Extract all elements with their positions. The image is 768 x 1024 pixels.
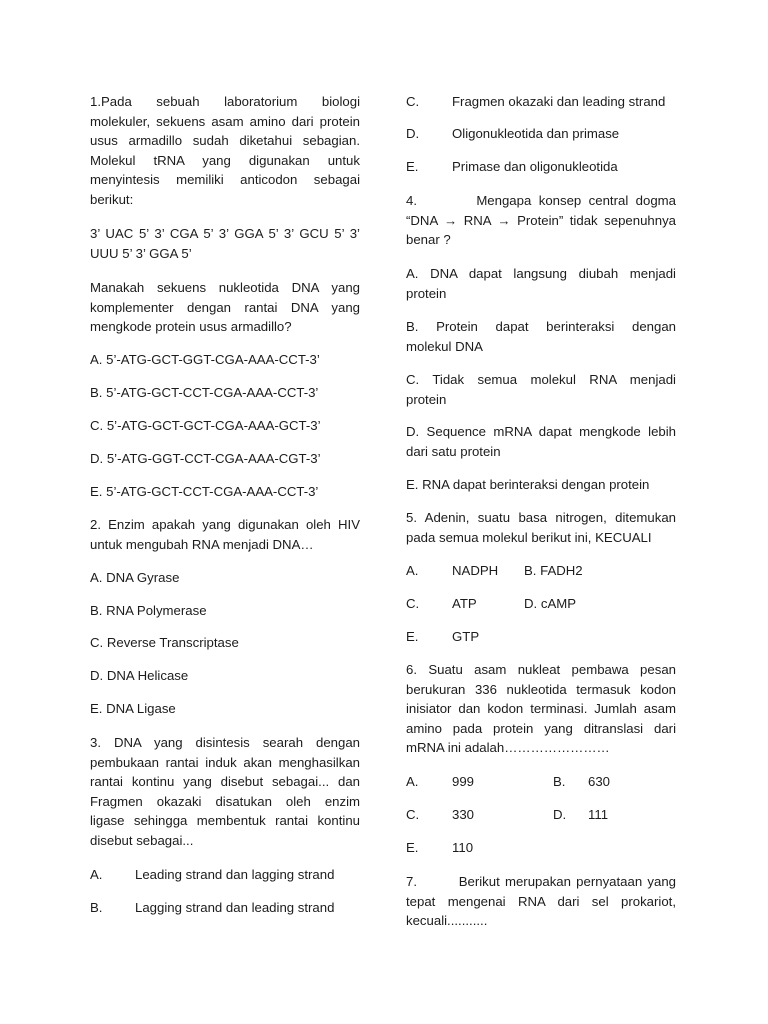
- question-2-stem: [90, 515, 360, 554]
- text-line: 2. Enzim apakah yang digunakan oleh HIV: [90, 517, 360, 532]
- option-text[interactable]: 111: [588, 807, 609, 822]
- option-text[interactable]: GTP: [452, 629, 480, 644]
- text-line: UUU 5’ 3’ GGA 5’: [90, 245, 192, 261]
- q1-option-e[interactable]: E. 5’-ATG-GCT-CCT-CGA-AAA-CCT-3’: [90, 484, 319, 499]
- option-letter[interactable]: B.: [553, 774, 566, 789]
- text-line: 4. Mengapa konsep central dogma: [406, 193, 676, 208]
- q1-option-b[interactable]: B. 5’-ATG-GCT-CCT-CGA-AAA-CCT-3’: [90, 385, 319, 400]
- option-text[interactable]: 330: [452, 807, 475, 822]
- option-text: Fragmen okazaki dan leading strand: [452, 94, 666, 109]
- option-letter: C.: [406, 94, 420, 109]
- option-letter: A.: [90, 867, 103, 882]
- option-text[interactable]: NADPH: [452, 563, 499, 578]
- text-line: Molekul tRNA yang digunakan untuk: [90, 152, 360, 168]
- q2-option-d[interactable]: D. DNA Helicase: [90, 668, 189, 683]
- option-letter[interactable]: A.: [406, 774, 419, 789]
- text-line: B. Protein dapat berinteraksi dengan: [406, 319, 676, 334]
- text-line: ligase sehingga membentuk rantai kontinu: [90, 813, 360, 829]
- q2-option-e[interactable]: E. DNA Ligase: [90, 701, 176, 716]
- option-letter: E.: [406, 159, 419, 174]
- text-line: inisiator dan kodon terminasi. Jumlah asam: [406, 701, 676, 717]
- option-letter[interactable]: E.: [406, 629, 419, 644]
- option-letter[interactable]: C.: [406, 807, 420, 822]
- text-line: dari satu protein: [406, 443, 501, 459]
- text-line: tepat mengenai RNA dari sel prokariot,: [406, 893, 676, 909]
- option-text[interactable]: 110: [452, 840, 474, 855]
- option-text[interactable]: ATP: [452, 596, 477, 611]
- q1-option-c[interactable]: C. 5’-ATG-GCT-GCT-CGA-AAA-GCT-3’: [90, 418, 321, 433]
- question-1-anticodons: [90, 224, 360, 263]
- text-line: 1.Pada sebuah laboratorium biologi: [90, 94, 360, 109]
- text-line: disebut sebagai...: [90, 832, 194, 848]
- text-line: pada semua molekul berikut ini, KECUALI: [406, 529, 652, 545]
- text-line: molekul DNA: [406, 338, 483, 354]
- text-line: berikut:: [90, 191, 134, 207]
- text-line: A. DNA dapat langsung diubah menjadi: [406, 266, 676, 281]
- question-1-stem: [90, 92, 360, 210]
- option-letter[interactable]: D.: [553, 807, 567, 822]
- text-line: D. Sequence mRNA dapat mengkode lebih: [406, 424, 676, 439]
- question-4-stem: [406, 191, 676, 250]
- text-line: pembukaan rantai induk akan menghasilkan: [90, 754, 360, 770]
- option-letter[interactable]: C.: [406, 596, 420, 611]
- text-line: Fragmen okazaki disatukan oleh enzim: [90, 793, 360, 809]
- q4-option-e[interactable]: E. RNA dapat berinteraksi dengan protein: [406, 477, 650, 492]
- option-text: Lagging strand dan leading strand: [135, 900, 335, 915]
- option-letter[interactable]: E.: [406, 840, 419, 855]
- option-letter: B.: [90, 900, 103, 915]
- text-line: 6. Suatu asam nukleat pembawa pesan: [406, 662, 676, 677]
- option-text: Primase dan oligonukleotida: [452, 159, 618, 174]
- option-text[interactable]: B. FADH2: [524, 563, 583, 578]
- text-line: komplementer dengan rantai DNA yang: [90, 299, 360, 315]
- text-line: mRNA ini adalah……………………: [406, 740, 610, 756]
- text-line: amino pada protein yang ditranslasi dari: [406, 720, 676, 736]
- text-line: rantai kontinu yang disebut sebagai... dan: [90, 774, 360, 790]
- text-line: 3. DNA yang disintesis searah dengan: [90, 735, 360, 750]
- option-text: Oligonukleotida dan primase: [452, 126, 620, 141]
- q2-option-b[interactable]: B. RNA Polymerase: [90, 603, 207, 618]
- option-text[interactable]: D. cAMP: [524, 596, 577, 611]
- option-text[interactable]: 999: [452, 774, 475, 789]
- text-line: 7. Berikut merupakan pernyataan yang: [406, 874, 676, 889]
- option-text[interactable]: 630: [588, 774, 611, 789]
- text-line: protein: [406, 285, 447, 301]
- q2-option-a[interactable]: A. DNA Gyrase: [90, 570, 180, 585]
- question-1-question: [90, 278, 360, 337]
- text-line: menyintesis memiliki anticodon sebagai: [90, 172, 360, 188]
- q4-option-c[interactable]: [406, 370, 676, 409]
- q4-option-d[interactable]: [406, 422, 676, 461]
- option-text: Leading strand dan lagging strand: [135, 867, 335, 882]
- text-line: molekuler, sekuens asam amino dari protein: [90, 113, 360, 129]
- text-line: benar ?: [406, 232, 451, 248]
- text-line: mengkode protein usus armadillo?: [90, 319, 292, 335]
- q2-option-c[interactable]: C. Reverse Transcriptase: [90, 635, 239, 650]
- question-7-stem: [406, 872, 676, 931]
- text-line: 5. Adenin, suatu basa nitrogen, ditemukan: [406, 510, 676, 525]
- text-line: protein: [406, 391, 447, 407]
- text-line: untuk mengubah RNA menjadi DNA…: [90, 536, 314, 552]
- text-line: “DNA → RNA → Protein” tidak sepenuhnya: [406, 212, 676, 228]
- option-letter: D.: [406, 126, 420, 141]
- question-3-stem: [90, 733, 360, 851]
- text-line: kecuali...........: [406, 913, 488, 929]
- text-line: berukuran 336 nukleotida termasuk kodon: [406, 681, 676, 697]
- q1-option-a[interactable]: A. 5’-ATG-GCT-GGT-CGA-AAA-CCT-3’: [90, 352, 320, 367]
- text-line: Manakah sekuens nukleotida DNA yang: [90, 280, 360, 295]
- q4-option-a[interactable]: [406, 264, 676, 303]
- question-5-stem: [406, 508, 676, 547]
- text-line: usus armadillo sudah diketahui sebagian.: [90, 133, 360, 149]
- option-letter[interactable]: A.: [406, 563, 419, 578]
- q4-option-b[interactable]: [406, 317, 676, 356]
- text-line: C. Tidak semua molekul RNA menjadi: [406, 372, 676, 387]
- q1-option-d[interactable]: D. 5’-ATG-GGT-CCT-CGA-AAA-CGT-3’: [90, 451, 321, 466]
- text-line: 3’ UAC 5’ 3’ CGA 5’ 3’ GGA 5’ 3’ GCU 5’ 3’: [90, 226, 360, 241]
- question-6-stem: [406, 660, 676, 758]
